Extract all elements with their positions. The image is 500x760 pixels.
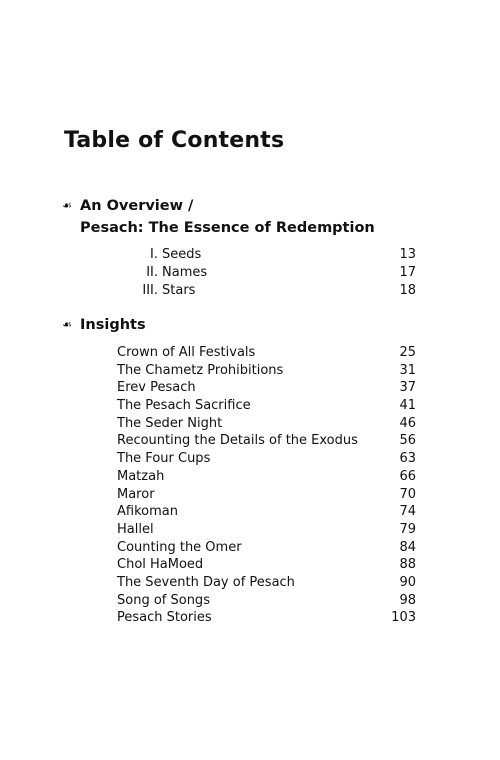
- entry-page-number: 37: [399, 380, 416, 396]
- entry-label: Maror: [117, 486, 155, 502]
- toc-entry[interactable]: [0, 265, 500, 283]
- entry-label: Recounting the Details of the Exodus: [117, 433, 358, 449]
- entry-page-number: 103: [391, 610, 416, 626]
- entry-page-number: 13: [399, 247, 416, 262]
- entry-numeral: I.: [150, 247, 158, 262]
- entry-label: Song of Songs: [117, 592, 210, 608]
- toc-entry[interactable]: [0, 380, 500, 398]
- entry-label: Hallel: [117, 521, 154, 537]
- toc-entry[interactable]: [0, 247, 500, 265]
- entry-page-number: 74: [399, 504, 416, 520]
- entry-label: Pesach Stories: [117, 610, 212, 626]
- entry-page-number: 25: [399, 345, 416, 360]
- toc-entry[interactable]: [0, 504, 500, 522]
- entry-page-number: 84: [399, 539, 416, 555]
- toc-entry[interactable]: [0, 363, 500, 381]
- toc-entry[interactable]: [0, 522, 500, 540]
- ornament-icon: ☙: [62, 199, 72, 212]
- section-heading-overview-subtitle: Pesach: The Essence of Redemption: [80, 220, 375, 236]
- page-title: Table of Contents: [64, 128, 285, 153]
- entry-label: Chol HaMoed: [117, 557, 204, 573]
- entry-page-number: 41: [399, 398, 416, 414]
- insights-entries: [0, 345, 500, 628]
- entry-label: The Chametz Prohibitions: [117, 362, 284, 378]
- ornament-icon: ☙: [62, 318, 72, 331]
- entry-page-number: 98: [399, 592, 416, 608]
- toc-entry[interactable]: [0, 451, 500, 469]
- entry-page-number: 90: [399, 574, 416, 590]
- toc-entry[interactable]: [0, 487, 500, 505]
- entry-page-number: 79: [399, 521, 416, 537]
- toc-entry[interactable]: [0, 593, 500, 611]
- entry-page-number: 63: [399, 451, 416, 467]
- entry-page-number: 18: [399, 283, 416, 298]
- entry-page-number: 46: [399, 415, 416, 431]
- section-heading-insights[interactable]: [62, 317, 146, 333]
- entry-label: The Seder Night: [117, 415, 223, 431]
- entry-label: Counting the Omer: [117, 539, 242, 555]
- section-heading-text: Insights: [80, 317, 146, 333]
- entry-page-number: 70: [399, 486, 416, 502]
- section-heading-text: An Overview /: [80, 198, 194, 214]
- toc-entry[interactable]: [0, 398, 500, 416]
- toc-entry[interactable]: [0, 575, 500, 593]
- entry-label: The Four Cups: [117, 451, 211, 467]
- entry-label: Stars: [162, 283, 196, 298]
- toc-entry[interactable]: [0, 433, 500, 451]
- toc-entry[interactable]: [0, 345, 500, 363]
- toc-entry[interactable]: [0, 469, 500, 487]
- entry-label: Names: [162, 265, 208, 280]
- entry-label: Matzah: [117, 468, 165, 484]
- entry-label: Crown of All Festivals: [117, 345, 256, 360]
- entry-label: The Pesach Sacrifice: [117, 398, 251, 414]
- entry-label: Afikoman: [117, 504, 178, 520]
- toc-entry[interactable]: [0, 540, 500, 558]
- entry-page-number: 56: [399, 433, 416, 449]
- entry-numeral: III.: [142, 283, 158, 298]
- toc-entry[interactable]: [0, 557, 500, 575]
- entry-label: The Seventh Day of Pesach: [117, 574, 295, 590]
- toc-entry[interactable]: [0, 283, 500, 301]
- section-heading-overview[interactable]: [62, 198, 193, 214]
- overview-entries: [0, 247, 500, 301]
- entry-page-number: 31: [399, 362, 416, 378]
- toc-entry[interactable]: [0, 610, 500, 628]
- entry-page-number: 17: [399, 265, 416, 280]
- entry-label: Seeds: [162, 247, 202, 262]
- toc-entry[interactable]: [0, 416, 500, 434]
- entry-page-number: 88: [399, 557, 416, 573]
- entry-page-number: 66: [399, 468, 416, 484]
- entry-label: Erev Pesach: [117, 380, 196, 396]
- entry-numeral: II.: [146, 265, 158, 280]
